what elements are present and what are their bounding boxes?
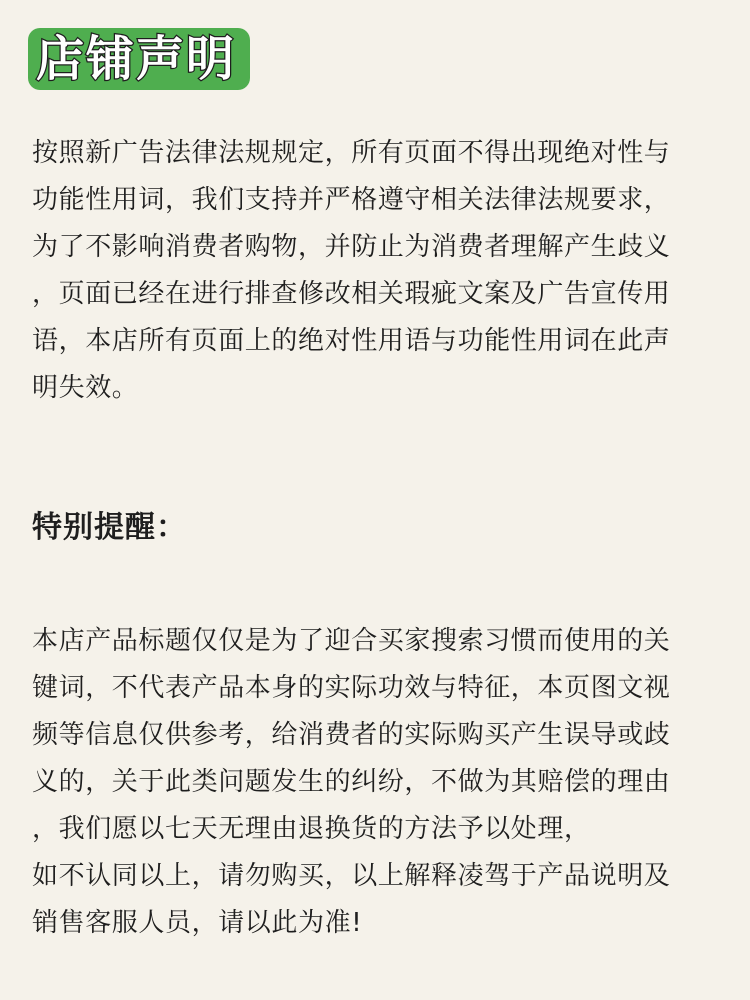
statement-paragraph: 按照新广告法律法规规定，所有页面不得出现绝对性与 功能性用词，我们支持并严格遵守相关法律法规要求， 为了不影响消费者购物，并防止为消费者理解产生歧义 ，页面已经在进行排查修改相关瑕疵文案及广告宣传用 语，本店所有页面上的绝对性用语与功能性用词在此声 明失效。	[32, 138, 671, 403]
special-notice-section	[32, 618, 722, 947]
page-title: 店铺声明	[36, 31, 237, 87]
special-notice-paragraph: 本店产品标题仅仅是为了迎合买家搜索习惯而使用的关 键词，不代表产品本身的实际功效与特征，本页图文视 频等信息仅供参考，给消费者的实际购买产生误导或歧 义的，关于此类问题发生的纠纷，不做为其赔偿的理由 ，我们愿以七天无理由退换货的方法予以处理， 如不认同以上，请勿购买，以上解释凌驾于产品说明及 销售客服人员，请以此为准!	[32, 626, 671, 938]
special-notice-heading: 特别提醒：	[32, 510, 187, 545]
title-badge	[28, 28, 250, 90]
statement-section	[32, 130, 722, 412]
